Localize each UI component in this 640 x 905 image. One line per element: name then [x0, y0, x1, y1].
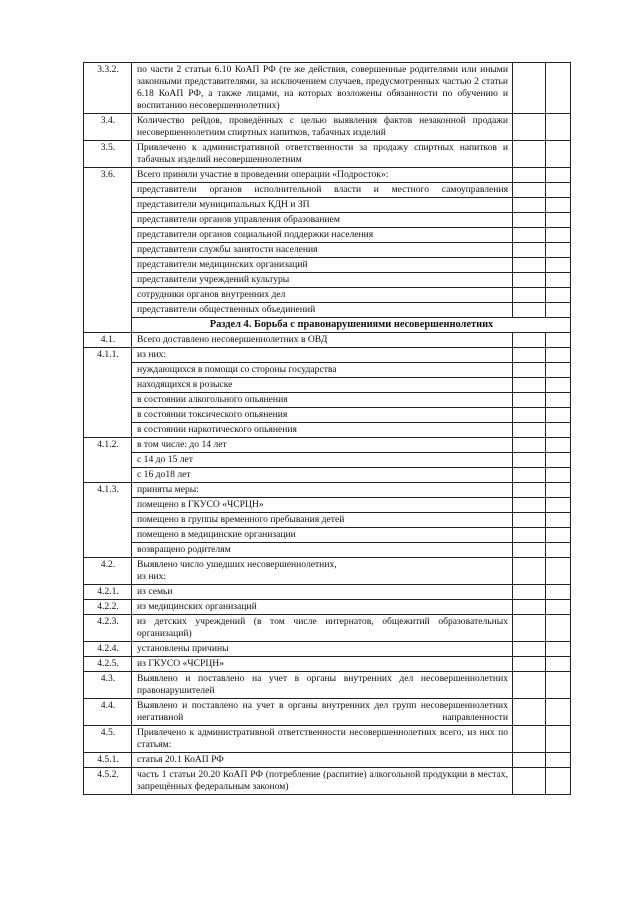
table-row: [84, 378, 571, 393]
value-cell-1[interactable]: [513, 393, 546, 408]
row-number: 4.2.1.: [84, 585, 132, 600]
table-row: [84, 483, 571, 498]
table-row: [84, 672, 571, 699]
indicator-text: в состоянии наркотического опьянения: [132, 423, 513, 438]
table-row: [84, 243, 571, 258]
table-row: [84, 288, 571, 303]
value-cell-1[interactable]: [513, 363, 546, 378]
table-row: [84, 423, 571, 438]
indicator-text: возвращено родителям: [132, 543, 513, 558]
value-cell-1[interactable]: [513, 600, 546, 615]
table-row: [84, 63, 571, 114]
table-row: [84, 528, 571, 543]
value-cell-2[interactable]: [546, 528, 571, 543]
value-cell-1[interactable]: [513, 585, 546, 600]
table-row: [84, 753, 571, 768]
value-cell-2[interactable]: [546, 408, 571, 423]
table-row: [84, 615, 571, 642]
table-row: [84, 213, 571, 228]
table-row: [84, 498, 571, 513]
indicator-text: Количество рейдов, проведённых с целью выявления фактов незаконной продажи несовершеннолетним спиртных напитков, табачных изделий: [132, 114, 513, 141]
indicator-text: Выявлено и поставлено на учет в органы внутренних дел групп несовершеннолетних негативной направленности: [132, 699, 513, 726]
table-row: [84, 114, 571, 141]
row-number: 3.4.: [84, 114, 132, 141]
value-cell-2[interactable]: [546, 699, 571, 726]
report-table-body: [84, 63, 571, 795]
value-cell-1[interactable]: [513, 423, 546, 438]
value-cell-1[interactable]: [513, 228, 546, 243]
row-number: 3.6.: [84, 168, 132, 333]
indicator-text: нуждающихся в помощи со стороны государства: [132, 363, 513, 378]
row-number: 4.5.1.: [84, 753, 132, 768]
value-cell-1[interactable]: [513, 726, 546, 753]
value-cell-2[interactable]: [546, 498, 571, 513]
indicator-text: из детских учреждений (в том числе интернатов, общежитий образовательных организаций): [132, 615, 513, 642]
value-cell-1[interactable]: [513, 198, 546, 213]
value-cell-2[interactable]: [546, 168, 571, 183]
indicator-text: сотрудники органов внутренних дел: [132, 288, 513, 303]
value-cell-2[interactable]: [546, 243, 571, 258]
section-header-row: [84, 318, 571, 333]
value-cell-1[interactable]: [513, 288, 546, 303]
value-cell-2[interactable]: [546, 273, 571, 288]
indicator-text: Выявлено и поставлено на учет в органы внутренних дел несовершеннолетних правонарушителей: [132, 672, 513, 699]
value-cell-1[interactable]: [513, 378, 546, 393]
indicator-text: статья 20.1 КоАП РФ: [132, 753, 513, 768]
table-row: [84, 642, 571, 657]
value-cell-1[interactable]: [513, 558, 546, 585]
value-cell-2[interactable]: [546, 303, 571, 318]
table-row: [84, 468, 571, 483]
indicator-text: Привлечено к административной ответственности за продажу спиртных напитков и табачных изделий несовершеннолетним: [132, 141, 513, 168]
row-number: 4.5.2.: [84, 768, 132, 795]
indicator-text: по части 2 статьи 6.10 КоАП РФ (те же действия, совершенные родителями или иными законными представителями, за исключением случаев, предусмотренных частью 2 статьи 6.18 КоАП РФ, а также лицами, на которых возложены обязанности по обучению и воспитанию несовершеннолетних): [132, 63, 513, 114]
indicator-text: Привлечено к административной ответственности несовершеннолетних всего, из них по статьям:: [132, 726, 513, 753]
value-cell-2[interactable]: [546, 258, 571, 273]
value-cell-1[interactable]: [513, 483, 546, 498]
value-cell-2[interactable]: [546, 483, 571, 498]
row-number: 4.1.2.: [84, 438, 132, 483]
report-table: [83, 62, 571, 795]
table-row: [84, 348, 571, 363]
row-number: 3.5.: [84, 141, 132, 168]
table-row: [84, 600, 571, 615]
value-cell-2[interactable]: [546, 753, 571, 768]
value-cell-1[interactable]: [513, 258, 546, 273]
value-cell-2[interactable]: [546, 558, 571, 585]
value-cell-2[interactable]: [546, 615, 571, 642]
value-cell-2[interactable]: [546, 183, 571, 198]
value-cell-1[interactable]: [513, 513, 546, 528]
value-cell-2[interactable]: [546, 63, 571, 114]
value-cell-1[interactable]: [513, 453, 546, 468]
value-cell-2[interactable]: [546, 726, 571, 753]
value-cell-2[interactable]: [546, 453, 571, 468]
value-cell-1[interactable]: [513, 243, 546, 258]
indicator-text: в состоянии алкогольного опьянения: [132, 393, 513, 408]
indicator-text: из них:: [132, 348, 513, 363]
indicator-text: с 14 до 15 лет: [132, 453, 513, 468]
table-row: [84, 408, 571, 423]
indicator-text: помещено в группы временного пребывания детей: [132, 513, 513, 528]
value-cell-2[interactable]: [546, 213, 571, 228]
value-cell-1[interactable]: [513, 141, 546, 168]
indicator-text: помещено в ГКУСО «ЧСРЦН»: [132, 498, 513, 513]
indicator-text: часть 1 статьи 20.20 КоАП РФ (потребление (распитие) алкогольной продукции в местах, запрещённых федеральным законом): [132, 768, 513, 795]
row-number: 4.1.3.: [84, 483, 132, 558]
indicator-text: в том числе: до 14 лет: [132, 438, 513, 453]
indicator-text: представители органов управления образованием: [132, 213, 513, 228]
indicator-text: представители учреждений культуры: [132, 273, 513, 288]
indicator-text: приняты меры:: [132, 483, 513, 498]
indicator-text: представители службы занятости населения: [132, 243, 513, 258]
value-cell-1[interactable]: [513, 303, 546, 318]
indicator-text: представители органов исполнительной власти и местного самоуправления: [132, 183, 513, 198]
table-row: [84, 228, 571, 243]
value-cell-2[interactable]: [546, 141, 571, 168]
table-row: [84, 453, 571, 468]
row-number: 4.2.2.: [84, 600, 132, 615]
table-row: [84, 657, 571, 672]
table-row: [84, 585, 571, 600]
table-row: [84, 363, 571, 378]
table-row: [84, 198, 571, 213]
indicator-text: помещено в медицинские организации: [132, 528, 513, 543]
value-cell-1[interactable]: [513, 699, 546, 726]
value-cell-2[interactable]: [546, 768, 571, 795]
value-cell-1[interactable]: [513, 183, 546, 198]
indicator-text: установлены причины: [132, 642, 513, 657]
row-number: 4.2.5.: [84, 657, 132, 672]
value-cell-1[interactable]: [513, 468, 546, 483]
row-number: 4.5.: [84, 726, 132, 753]
value-cell-2[interactable]: [546, 585, 571, 600]
value-cell-1[interactable]: [513, 213, 546, 228]
value-cell-1[interactable]: [513, 348, 546, 363]
value-cell-1[interactable]: [513, 753, 546, 768]
indicator-text: представители медицинских организаций: [132, 258, 513, 273]
value-cell-2[interactable]: [546, 363, 571, 378]
table-row: [84, 333, 571, 348]
table-row: [84, 768, 571, 795]
value-cell-2[interactable]: [546, 228, 571, 243]
indicator-text: находящихся в розыске: [132, 378, 513, 393]
value-cell-2[interactable]: [546, 378, 571, 393]
value-cell-2[interactable]: [546, 672, 571, 699]
value-cell-1[interactable]: [513, 333, 546, 348]
value-cell-1[interactable]: [513, 543, 546, 558]
indicator-text: Всего доставлено несовершеннолетних в ОВД: [132, 333, 513, 348]
table-row: [84, 141, 571, 168]
table-row: [84, 513, 571, 528]
value-cell-2[interactable]: [546, 348, 571, 363]
value-cell-2[interactable]: [546, 114, 571, 141]
value-cell-2[interactable]: [546, 543, 571, 558]
table-row: [84, 258, 571, 273]
table-row: [84, 543, 571, 558]
table-row: [84, 726, 571, 753]
value-cell-1[interactable]: [513, 498, 546, 513]
row-number: 4.1.1.: [84, 348, 132, 438]
table-row: [84, 393, 571, 408]
value-cell-1[interactable]: [513, 657, 546, 672]
value-cell-1[interactable]: [513, 408, 546, 423]
value-cell-2[interactable]: [546, 393, 571, 408]
table-row: [84, 558, 571, 585]
value-cell-2[interactable]: [546, 288, 571, 303]
value-cell-1[interactable]: [513, 63, 546, 114]
row-number: 4.4.: [84, 699, 132, 726]
table-row: [84, 438, 571, 453]
table-row: [84, 699, 571, 726]
value-cell-1[interactable]: [513, 615, 546, 642]
value-cell-1[interactable]: [513, 672, 546, 699]
value-cell-1[interactable]: [513, 768, 546, 795]
value-cell-2[interactable]: [546, 333, 571, 348]
value-cell-2[interactable]: [546, 657, 571, 672]
row-number: 4.3.: [84, 672, 132, 699]
indicator-text: представители органов социальной поддержки населения: [132, 228, 513, 243]
indicator-text: из семьи: [132, 585, 513, 600]
value-cell-2[interactable]: [546, 438, 571, 453]
value-cell-1[interactable]: [513, 168, 546, 183]
value-cell-2[interactable]: [546, 423, 571, 438]
value-cell-2[interactable]: [546, 642, 571, 657]
table-row: [84, 303, 571, 318]
row-number: 4.1.: [84, 333, 132, 348]
value-cell-1[interactable]: [513, 273, 546, 288]
indicator-text: из ГКУСО «ЧСРЦН»: [132, 657, 513, 672]
section-title: Раздел 4. Борьба с правонарушениями несовершеннолетних: [132, 318, 571, 333]
value-cell-2[interactable]: [546, 513, 571, 528]
indicator-text: Всего приняли участие в проведении операции «Подросток»:: [132, 168, 513, 183]
value-cell-2[interactable]: [546, 468, 571, 483]
row-number: 4.2.4.: [84, 642, 132, 657]
value-cell-1[interactable]: [513, 642, 546, 657]
value-cell-1[interactable]: [513, 114, 546, 141]
row-number: 4.2.: [84, 558, 132, 585]
indicator-text: с 16 до18 лет: [132, 468, 513, 483]
indicator-text: представители общественных объединений: [132, 303, 513, 318]
indicator-text: Выявлено число ушедших несовершеннолетних, из них:: [132, 558, 513, 585]
table-row: [84, 273, 571, 288]
row-number: 4.2.3.: [84, 615, 132, 642]
table-row: [84, 183, 571, 198]
table-row: [84, 168, 571, 183]
value-cell-2[interactable]: [546, 198, 571, 213]
indicator-text: из медицинских организаций: [132, 600, 513, 615]
indicator-text: в состоянии токсического опьянения: [132, 408, 513, 423]
indicator-text: представители муниципальных КДН и ЗП: [132, 198, 513, 213]
value-cell-1[interactable]: [513, 528, 546, 543]
value-cell-2[interactable]: [546, 600, 571, 615]
row-number: 3.3.2.: [84, 63, 132, 114]
value-cell-1[interactable]: [513, 438, 546, 453]
